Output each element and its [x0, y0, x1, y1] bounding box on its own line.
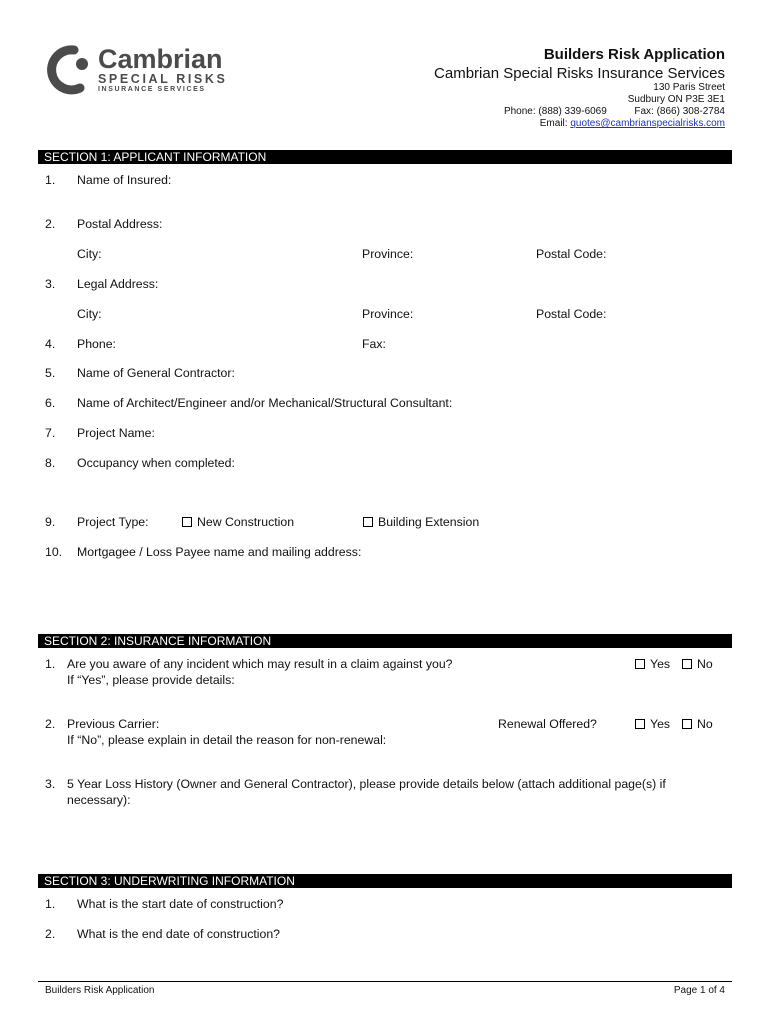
legal-province-label: Province: [362, 307, 414, 321]
q4-number: 4. [45, 337, 56, 351]
email-label: Email: [539, 118, 568, 129]
postal-code-label: Postal Code: [536, 247, 607, 261]
q8-number: 8. [45, 456, 56, 470]
incident-yes-label: Yes [650, 657, 671, 671]
renewal-no-label: No [697, 717, 713, 731]
incident-no-checkbox[interactable] [682, 659, 692, 669]
previous-carrier-label: Previous Carrier: [67, 717, 160, 731]
loss-history-continued: necessary): [67, 793, 131, 807]
general-contractor-label: Name of General Contractor: [77, 366, 235, 380]
phone-label: Phone: [77, 337, 116, 351]
q3-number: 3. [45, 277, 56, 291]
architect-engineer-label: Name of Architect/Engineer and/or Mechanical/Structural Consultant: [77, 396, 453, 410]
legal-city-label: City: [77, 307, 102, 321]
postal-address-label: Postal Address: [77, 217, 163, 231]
loss-history-question: 5 Year Loss History (Owner and General Contractor), please provide details below (attach additional page(s) if [67, 777, 666, 791]
q2-number: 2. [45, 217, 56, 231]
footer-page-number: Page 1 of 4 [673, 985, 725, 996]
address-street: 130 Paris Street [653, 82, 725, 93]
project-name-label: Project Name: [77, 426, 155, 440]
legal-address-label: Legal Address: [77, 277, 159, 291]
address-city: Sudbury ON P3E 3E1 [627, 94, 725, 105]
q1-number: 1. [45, 173, 56, 187]
end-date-question: What is the end date of construction? [77, 927, 281, 941]
footer-divider [38, 981, 732, 982]
email-link[interactable]: quotes@cambrianspecialrisks.com [570, 118, 725, 129]
occupancy-label: Occupancy when completed: [77, 456, 235, 470]
legal-postal-code-label: Postal Code: [536, 307, 607, 321]
building-extension-label: Building Extension [378, 515, 480, 529]
logo-tagline-1: SPECIAL RISKS [98, 72, 228, 86]
project-type-label: Project Type: [77, 515, 149, 529]
q5-number: 5. [45, 366, 56, 380]
postal-province-label: Province: [362, 247, 414, 261]
incident-question: Are you aware of any incident which may result in a claim against you? [67, 657, 453, 671]
q9-number: 9. [45, 515, 56, 529]
document-subtitle: Cambrian Special Risks Insurance Services [434, 65, 725, 82]
mortgagee-label: Mortgagee / Loss Payee name and mailing address: [77, 545, 362, 559]
document-title: Builders Risk Application [543, 46, 725, 63]
fax-label: Fax: [362, 337, 386, 351]
s2-q1-number: 1. [45, 657, 56, 671]
new-construction-option[interactable] [182, 515, 294, 530]
section-1-header: SECTION 1: APPLICANT INFORMATION [38, 150, 732, 164]
new-construction-label: New Construction [197, 515, 295, 529]
logo-tagline-2: INSURANCE SERVICES [98, 86, 206, 93]
start-date-question: What is the start date of construction? [77, 897, 284, 911]
q6-number: 6. [45, 396, 56, 410]
incident-details-prompt: If “Yes”, please provide details: [67, 673, 235, 687]
building-extension-option[interactable] [363, 515, 479, 530]
incident-no-label: No [697, 657, 713, 671]
renewal-yes-option[interactable] [635, 717, 670, 732]
renewal-no-checkbox[interactable] [682, 719, 692, 729]
s2-q2-number: 2. [45, 717, 56, 731]
contact-fax: Fax: (866) 308-2784 [634, 106, 725, 117]
renewal-yes-checkbox[interactable] [635, 719, 645, 729]
non-renewal-prompt: If “No”, please explain in detail the reason for non-renewal: [67, 733, 387, 747]
contact-phone-fax [504, 106, 725, 118]
renewal-offered-label: Renewal Offered? [498, 717, 597, 731]
cambrian-logo-mark-icon [46, 44, 96, 98]
q7-number: 7. [45, 426, 56, 440]
building-extension-checkbox[interactable] [363, 517, 373, 527]
section-2-header: SECTION 2: INSURANCE INFORMATION [38, 634, 732, 648]
s2-q3-number: 3. [45, 777, 56, 791]
logo-wordmark: Cambrian [98, 44, 223, 74]
incident-yes-option[interactable] [635, 657, 670, 672]
contact-phone: Phone: (888) 339-6069 [503, 106, 607, 117]
incident-no-option[interactable] [682, 657, 713, 672]
s3-q2-number: 2. [45, 927, 56, 941]
renewal-no-option[interactable] [682, 717, 713, 732]
section-3-header: SECTION 3: UNDERWRITING INFORMATION [38, 874, 732, 888]
new-construction-checkbox[interactable] [182, 517, 192, 527]
renewal-yes-label: Yes [650, 717, 671, 731]
s3-q1-number: 1. [45, 897, 56, 911]
incident-yes-checkbox[interactable] [635, 659, 645, 669]
footer-document-name: Builders Risk Application [45, 985, 155, 996]
contact-email [540, 118, 725, 130]
name-of-insured-label: Name of Insured: [77, 173, 172, 187]
postal-city-label: City: [77, 247, 102, 261]
q10-number: 10. [45, 545, 63, 559]
